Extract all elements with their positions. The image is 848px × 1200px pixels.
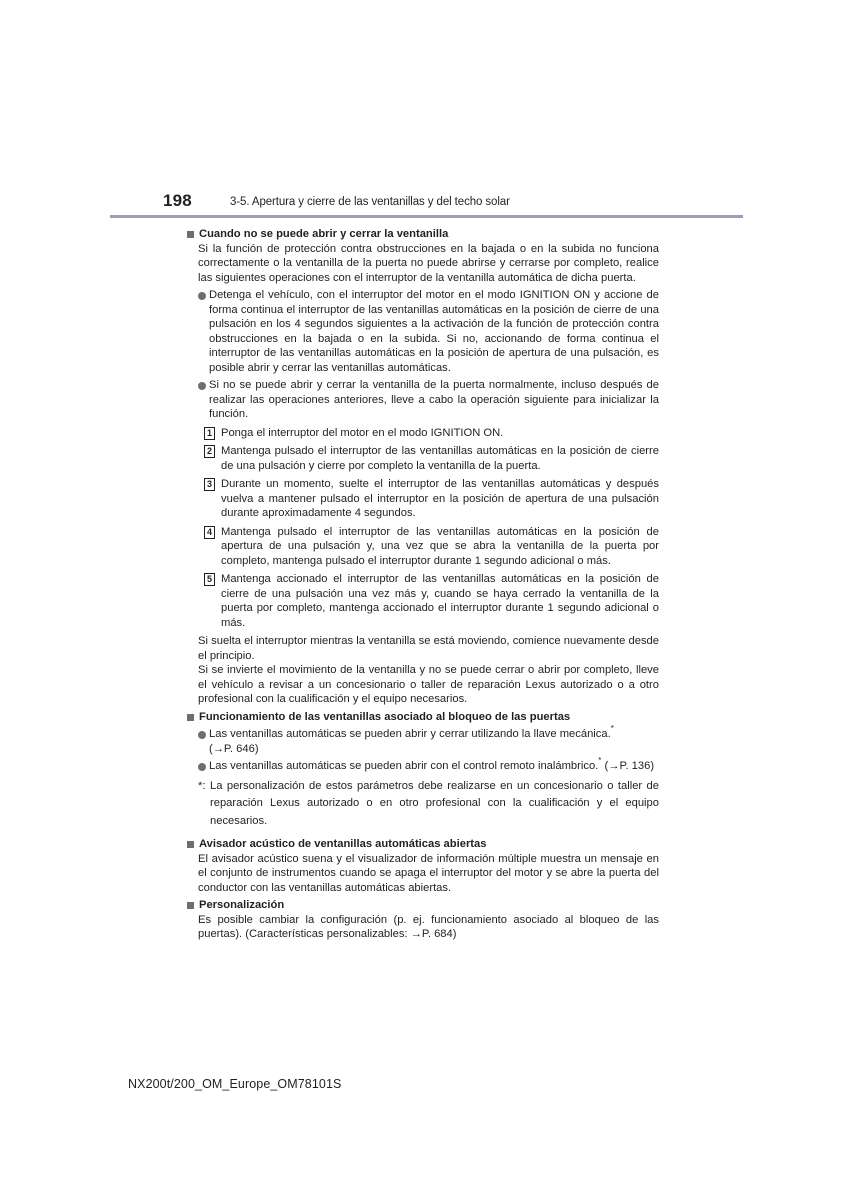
list-item-text [209,724,659,756]
list-item-text [209,756,659,774]
page-content [187,224,659,942]
step-text: Mantenga pulsado el interruptor de las ventanillas automáticas en la posición de cierre de una pulsación y cierre por completo la ventanilla de la puerta. [221,445,659,472]
page-reference: (→P. 646) [209,742,259,755]
footnote [187,778,659,831]
step-item [187,477,659,521]
section-heading-text: Cuando no se puede abrir y cerrar la ventanilla [199,228,449,240]
round-bullet-icon [198,292,206,300]
paragraph: Si suelta el interruptor mientras la ventanilla se está moviendo, comience nuevamente desde el principio. [198,635,659,662]
paragraph: El avisador acústico suena y el visualizador de información múltiple muestra un mensaje en el conjunto de instrumentos cuando se apaga el interruptor del motor y se abre la puerta del conductor con las ventanillas automáticas abiertas. [198,852,659,894]
list-item [187,378,659,422]
list-item-text-main: Las ventanillas automáticas se pueden abrir con el control remoto inalámbrico. [209,760,599,772]
section-heading [187,227,659,242]
list-item [187,756,659,774]
page-reference: (→P. 136) [604,760,655,772]
square-bullet-icon [187,714,194,721]
section-heading-text: Personalización [199,899,285,911]
step-item [187,525,659,569]
section-heading [187,710,659,725]
step-item [187,572,659,630]
round-bullet-icon [198,763,206,771]
footnote-marker: * [598,756,602,765]
section-heading [187,898,659,913]
list-item [187,724,659,756]
step-number: 5 [204,573,215,586]
header-divider [110,215,743,218]
step-number: 1 [204,427,215,440]
list-item [187,288,659,375]
list-item-text: Si no se puede abrir y cerrar la ventanilla de la puerta normalmente, incluso después de realizar las operaciones anteriores, lleve a cabo la operación siguiente para inicializar la función. [209,379,659,420]
paragraph: Si se invierte el movimiento de la ventanilla y no se puede cerrar o abrir por completo, lleve el vehículo a revisar a un concesionario o taller de reparación Lexus autorizado o a otro profesional con la cualificación y el equipo necesarios. [198,664,659,705]
step-text: Mantenga accionado el interruptor de las ventanillas automáticas en la posición de cierre de una pulsación una vez más y, cuando se haya cerrado la ventanilla de la puerta por completo, mantenga accionado el interruptor durante 1 segundo adicional o más. [221,573,659,629]
footer-code: NX200t/200_OM_Europe_OM78101S [128,1077,342,1091]
list-item-text: Detenga el vehículo, con el interruptor del motor en el modo IGNITION ON y accione de forma continua el interruptor de las ventanillas automáticas en la posición de cierre de una pulsación en los 4 segundos siguientes a la activación de la función de protección contra obstrucciones en la bajada o en la subida. Si no, accionando de forma continua el interruptor de las ventanillas automáticas en la posición de apertura de una pulsación, es posible abrir y cerrar las ventanillas automáticas. [209,289,659,374]
step-item [187,444,659,473]
footnote-marker: * [610,724,614,733]
step-number: 2 [204,445,215,458]
step-number: 3 [204,478,215,491]
footnote-text: La personalización de estos parámetros debe realizarse en un concesionario o taller de reparación Lexus autorizado o en otro profesional con la cualificación y el equipo necesarios. [210,779,659,827]
paragraph: Si la función de protección contra obstrucciones en la bajada o en la subida no funciona correctamente o la ventanilla de la puerta no puede abrirse y cerrarse por completo, realice las siguientes operaciones con el interruptor de la ventanilla automática de dicha puerta. [198,242,659,284]
section-header-title: 3-5. Apertura y cierre de las ventanillas y del techo solar [230,196,510,208]
paragraph: Es posible cambiar la configuración (p. ej. funcionamiento asociado al bloqueo de las puertas). (Características personalizables: →P. 684) [198,913,659,940]
step-text: Ponga el interruptor del motor en el modo IGNITION ON. [221,426,504,439]
section-heading-text: Avisador acústico de ventanillas automáticas abiertas [199,838,487,850]
round-bullet-icon [198,382,206,390]
page-number: 198 [163,191,192,210]
square-bullet-icon [187,841,194,848]
square-bullet-icon [187,231,194,238]
footnote-mark: *: [198,779,206,792]
round-bullet-icon [198,731,206,739]
step-text: Durante un momento, suelte el interruptor de las ventanillas automáticas y después vuelva a mantener pulsado el interruptor en la posición de apertura de una pulsación durante aproximadamente 4 segundos. [221,478,659,519]
section-heading [187,837,659,852]
list-item-text-main: Las ventanillas automáticas se pueden abrir y cerrar utilizando la llave mecánica. [209,728,611,740]
square-bullet-icon [187,902,194,909]
step-item [187,426,659,441]
section-heading-text: Funcionamiento de las ventanillas asociado al bloqueo de las puertas [199,710,571,723]
step-text: Mantenga pulsado el interruptor de las ventanillas automáticas en la posición de apertura de una pulsación y, una vez que se abra la ventanilla de la puerta por completo, mantenga pulsado el interruptor durante 1 segundo adicional o más. [221,525,659,567]
step-number: 4 [204,526,215,539]
